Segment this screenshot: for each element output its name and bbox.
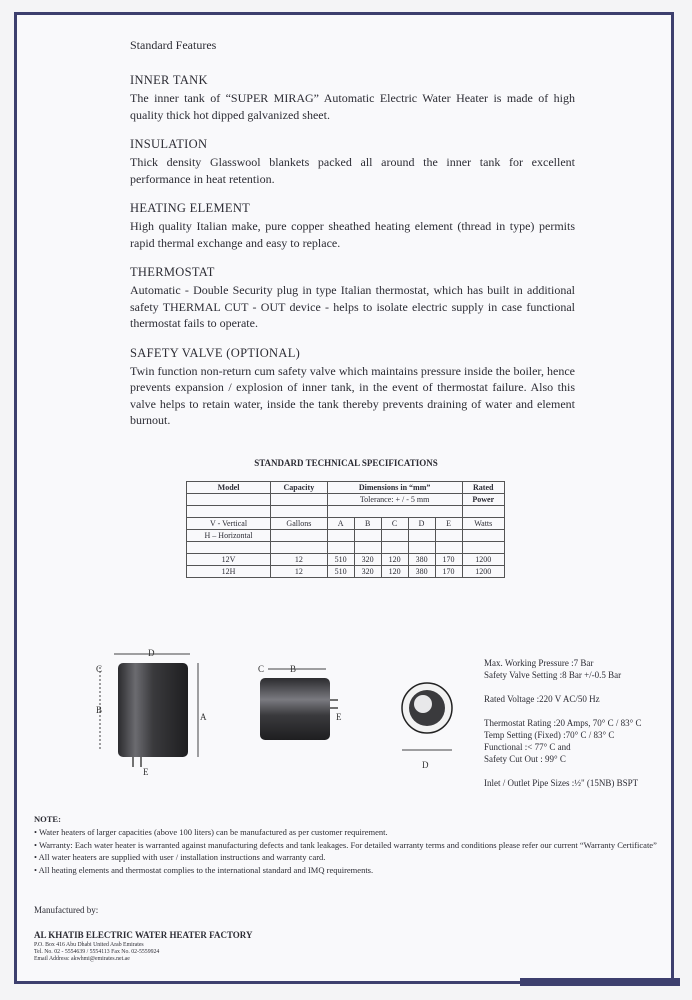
spec-line: [484, 705, 674, 717]
horizontal-heater-diagram: [250, 660, 360, 745]
sub-gallons: Gallons: [271, 518, 328, 530]
cell-a: 510: [327, 566, 354, 578]
spec-line: [484, 765, 674, 777]
cell-d: 380: [408, 554, 435, 566]
table-row: [187, 566, 505, 578]
cell-a: 510: [327, 554, 354, 566]
cell-c: 120: [381, 566, 408, 578]
section-title: THERMOSTAT: [130, 265, 215, 279]
cell-b: 320: [354, 566, 381, 578]
section-inner-tank: [130, 73, 575, 123]
th-capacity: Capacity: [271, 482, 328, 494]
note-item: • Water heaters of larger capacities (above 100 liters) can be manufactured as per customer requirement.: [34, 827, 388, 837]
label-c: C: [96, 664, 103, 674]
cell-capacity: 12: [271, 566, 328, 578]
address-line: Tel. No. 02 - 5554639 / 5554113 Fax No. 02-5559924: [34, 949, 160, 955]
label-e: E: [143, 767, 149, 777]
address-line: Email Address: akwhmi@emirates.net.ae: [34, 956, 130, 962]
dim-a: A: [327, 518, 354, 530]
section-text: Thick density Glasswool blankets packed all around the inner tank for excellent performance in heat retention.: [130, 155, 575, 186]
section-heating-element: [130, 201, 575, 251]
th-tolerance: Tolerance: + / - 5 mm: [327, 494, 462, 506]
note-title: NOTE:: [34, 814, 61, 824]
spec-line: Max. Working Pressure :7 Bar: [484, 658, 594, 668]
label-d: D: [148, 648, 155, 658]
spec-table: [186, 481, 505, 578]
cell-c: 120: [381, 554, 408, 566]
cell-b: 320: [354, 554, 381, 566]
spec-line: Safety Cut Out : 99° C: [484, 754, 566, 764]
section-text: Twin function non-return cum safety valve which maintains pressure inside the boiler, hence prevents expansion / explosion of inner tank, in the event of thermostat failure. Also this valve helps to retain water, inside the tank thereby prevents draining of water and element burnout.: [130, 363, 575, 427]
spec-line: Inlet / Outlet Pipe Sizes :½" (15NB) BSPT: [484, 778, 639, 788]
cell-model: 12H: [187, 566, 271, 578]
sub-horizontal: H – Horizontal: [187, 530, 271, 542]
address-line: P.O. Box 416 Abu Dhabi United Arab Emirates: [34, 942, 144, 948]
label-a: A: [200, 712, 207, 722]
section-title: HEATING ELEMENT: [130, 201, 251, 215]
page-heading: Standard Features: [130, 38, 217, 52]
label-b-h: B: [290, 664, 297, 674]
technical-specs-list: [484, 657, 674, 789]
th-model: Model: [187, 482, 271, 494]
dim-c: C: [381, 518, 408, 530]
spec-line: Temp Setting (Fixed) :70° C / 83° C: [484, 730, 615, 740]
spec-line: Safety Valve Setting :8 Bar +/-0.5 Bar: [484, 670, 622, 680]
factory-address: [34, 942, 159, 963]
note-block: [34, 814, 664, 876]
dim-d: D: [408, 518, 435, 530]
footer-strip: [520, 978, 680, 986]
spec-table-title: STANDARD TECHNICAL SPECIFICATIONS: [254, 458, 438, 468]
label-d-end: D: [422, 760, 429, 770]
heater-body-horizontal: [260, 678, 330, 740]
manufactured-by-label: Manufactured by:: [34, 905, 99, 915]
cell-model: 12V: [187, 554, 271, 566]
note-item: • All water heaters are supplied with user / installation instructions and warranty card.: [34, 852, 326, 862]
section-title: INNER TANK: [130, 73, 208, 87]
section-title: INSULATION: [130, 137, 208, 151]
section-insulation: [130, 137, 575, 187]
spec-line: [484, 681, 674, 693]
cell-power: 1200: [462, 566, 504, 578]
note-item: • All heating elements and thermostat complies to the international standard and IMQ requirements.: [34, 864, 374, 875]
section-thermostat: [130, 265, 575, 332]
label-b: B: [96, 705, 103, 715]
note-item: • Warranty: Each water heater is warranted against manufacturing defects and tank leakages. For detailed warranty terms and conditions please refer our current “Warranty Certificate”: [34, 839, 657, 850]
sub-watts: Watts: [462, 518, 504, 530]
th-rated: Rated: [462, 482, 504, 494]
section-title: SAFETY VALVE (OPTIONAL): [130, 345, 301, 360]
vertical-heater-diagram: [90, 645, 220, 780]
label-c-h: C: [258, 664, 265, 674]
dim-b: B: [354, 518, 381, 530]
section-text: The inner tank of “SUPER MIRAG” Automatic Electric Water Heater is made of high quality thick hot dipped galvanized sheet.: [130, 91, 575, 122]
section-text: High quality Italian make, pure copper sheathed heating element (thread in type) permits rapid thermal exchange and easy to replace.: [130, 219, 575, 250]
spec-line: Rated Voltage :220 V AC/50 Hz: [484, 694, 600, 704]
dim-e: E: [435, 518, 462, 530]
spec-line: Functional :< 77° C and: [484, 742, 571, 752]
heater-body-vertical: [118, 663, 188, 757]
th-dims: Dimensions in “mm”: [327, 482, 462, 494]
label-e-h: E: [336, 712, 342, 722]
section-safety-valve: [130, 346, 575, 429]
sub-vertical: V - Vertical: [187, 518, 271, 530]
th-power: Power: [462, 494, 504, 506]
cell-capacity: 12: [271, 554, 328, 566]
factory-name: AL KHATIB ELECTRIC WATER HEATER FACTORY: [34, 930, 253, 940]
table-row: [187, 554, 505, 566]
cell-power: 1200: [462, 554, 504, 566]
cell-e: 170: [435, 566, 462, 578]
spec-line: Thermostat Rating :20 Amps, 70° C / 83° C: [484, 718, 642, 728]
cell-d: 380: [408, 566, 435, 578]
cell-e: 170: [435, 554, 462, 566]
end-view-diagram: [385, 668, 475, 773]
section-text: Automatic - Double Security plug in type Italian thermostat, which has built in additional safety THERMAL CUT - OUT device - helps to isolate electric supply in case functional thermostat fails to operate.: [130, 283, 575, 330]
features-block: [130, 38, 575, 443]
